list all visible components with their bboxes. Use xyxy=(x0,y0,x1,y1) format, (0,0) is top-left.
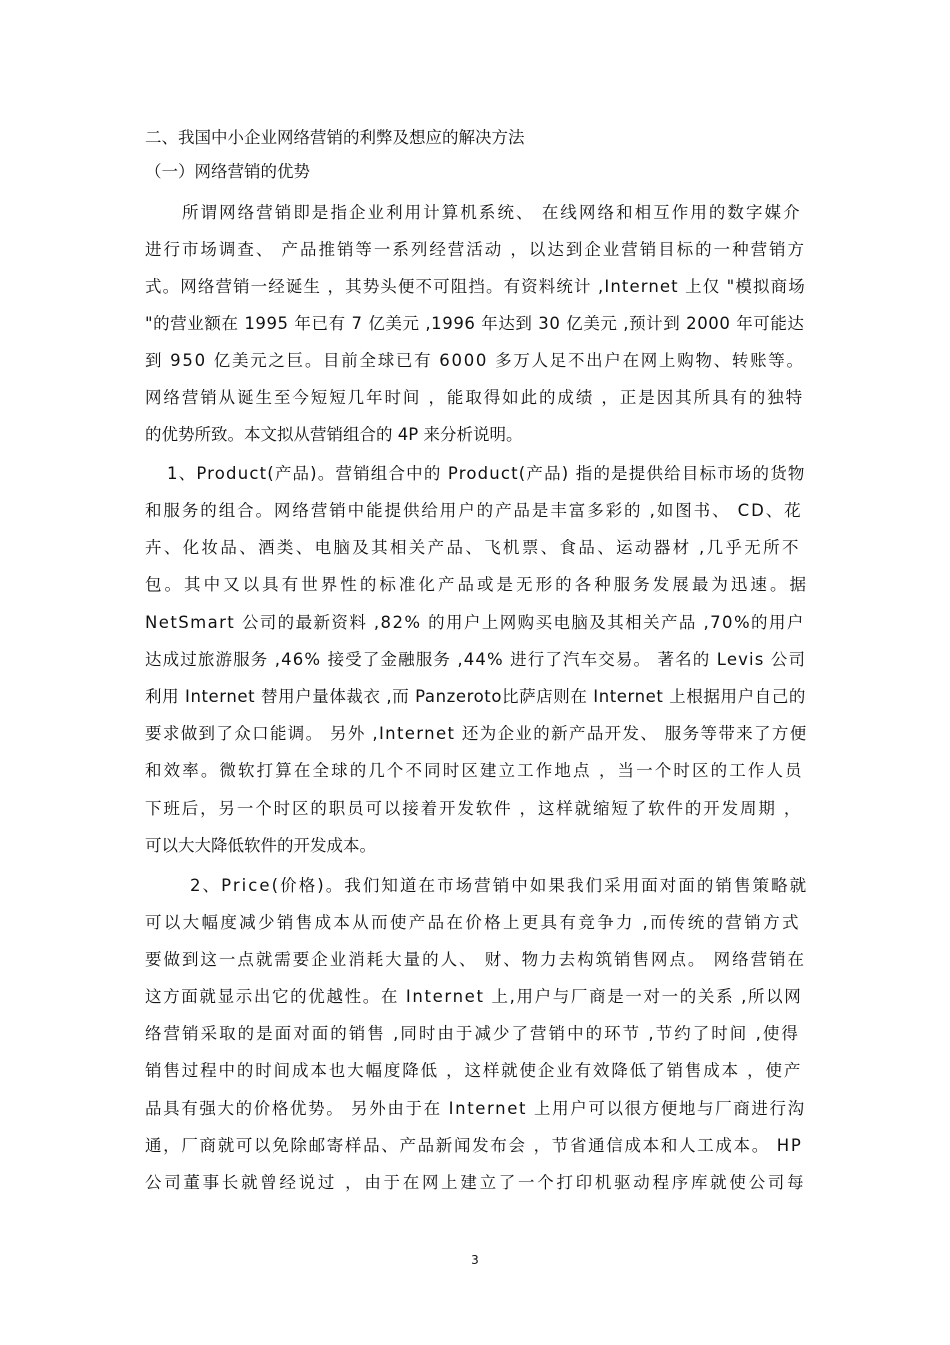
paragraph-2-line: 达成过旅游服务 ,46% 接受了金融服务 ,44% 进行了汽车交易。 著名的 Levis 公司 xyxy=(145,650,807,669)
paragraph-3-line: 可以大幅度减少销售成本从而使产品在价格上更具有竞争力 ,而传统的营销方式 xyxy=(145,913,801,932)
paragraph-2-line: 卉、化妆品、酒类、电脑及其相关产品、飞机票、食品、运动器材 ,几乎无所不 xyxy=(145,538,801,557)
section-heading: 二、我国中小企业网络营销的利弊及想应的解决方法 xyxy=(145,128,525,147)
paragraph-3-line: 公司董事长就曾经说过 ，由于在网上建立了一个打印机驱动程序库就使公司每 xyxy=(145,1173,807,1192)
paragraph-3-line: 通，厂商就可以免除邮寄样品、产品新闻发布会 ，节省通信成本和人工成本。 HP xyxy=(145,1136,803,1155)
paragraph-1-line: 进行市场调查、 产品推销等一系列经营活动 ，以达到企业营销目标的一种营销方 xyxy=(145,240,806,259)
paragraph-3-line: 销售过程中的时间成本也大幅度降低 ，这样就使企业有效降低了销售成本 ，使产 xyxy=(145,1061,803,1080)
paragraph-3-line: 要做到这一点就需要企业消耗大量的人、 财、物力去构筑销售网点。 网络营销在 xyxy=(145,950,806,969)
paragraph-2-line: 利用 Internet 替用户量体裁衣 ,而 Panzeroto比萨店则在 Internet 上根据用户自己的 xyxy=(145,687,806,706)
paragraph-1-line: 所谓网络营销即是指企业利用计算机系统、 在线网络和相互作用的数字媒介 xyxy=(182,203,802,222)
paragraph-3-line: 络营销采取的是面对面的销售 ,同时由于减少了营销中的环节 ,节约了时间 ,使得 xyxy=(145,1024,800,1043)
paragraph-1-line: "的营业额在 1995 年已有 7 亿美元 ,1996 年达到 30 亿美元 ,预计到 2000 年可能达 xyxy=(145,314,805,333)
paragraph-1-line: 式。网络营销一经诞生 ，其势头便不可阻挡。有资料统计 ,Internet 上仅 "模拟商场 xyxy=(145,277,806,296)
paragraph-2-line: 可以大大降低软件的开发成本。 xyxy=(145,836,376,855)
paragraph-2-line: 下班后，另一个时区的职员可以接着开发软件 ，这样就缩短了软件的开发周期 ， xyxy=(145,799,803,818)
paragraph-1-line: 到 950 亿美元之巨。目前全球已有 6000 多万人足不出户在网上购物、转账等。 xyxy=(145,351,805,370)
paragraph-2-line: 包。其中又以具有世界性的标准化产品或是无形的各种服务发展最为迅速。据 xyxy=(145,575,810,594)
paragraph-1-line: 网络营销从诞生至今短短几年时间 ，能取得如此的成绩 ，正是因其所具有的独特 xyxy=(145,388,805,407)
paragraph-3-line: 品具有强大的价格优势。 另外由于在 Internet 上用户可以很方便地与厂商进行沟 xyxy=(145,1099,806,1118)
paragraph-2-line: 要求做到了众口能调。 另外 ,Internet 还为企业的新产品开发、 服务等带来了方便 xyxy=(145,724,808,743)
paragraph-2-line: 和效率。微软打算在全球的几个不同时区建立工作地点 ，当一个时区的工作人员 xyxy=(145,761,804,780)
subsection-heading: （一）网络营销的优势 xyxy=(145,162,310,181)
paragraph-2-line: 和服务的组合。网络营销中能提供给用户的产品是丰富多彩的 ,如图书、 CD、花 xyxy=(145,501,803,520)
paragraph-2-line: NetSmart 公司的最新资料 ,82% 的用户上网购买电脑及其相关产品 ,70%的用户 xyxy=(145,613,805,632)
paragraph-2-line: 1、Product(产品)。营销组合中的 Product(产品) 指的是提供给目标市场的货物 xyxy=(167,464,806,483)
paragraph-3-line: 2、Price(价格)。我们知道在市场营销中如果我们采用面对面的销售策略就 xyxy=(190,876,809,895)
paragraph-3-line: 这方面就显示出它的优越性。在 Internet 上,用户与厂商是一对一的关系 ,所以网 xyxy=(145,987,803,1006)
paragraph-1-line: 的优势所致。本文拟从营销组合的 4P 来分析说明。 xyxy=(145,425,523,444)
page-number: 3 xyxy=(471,1253,479,1267)
